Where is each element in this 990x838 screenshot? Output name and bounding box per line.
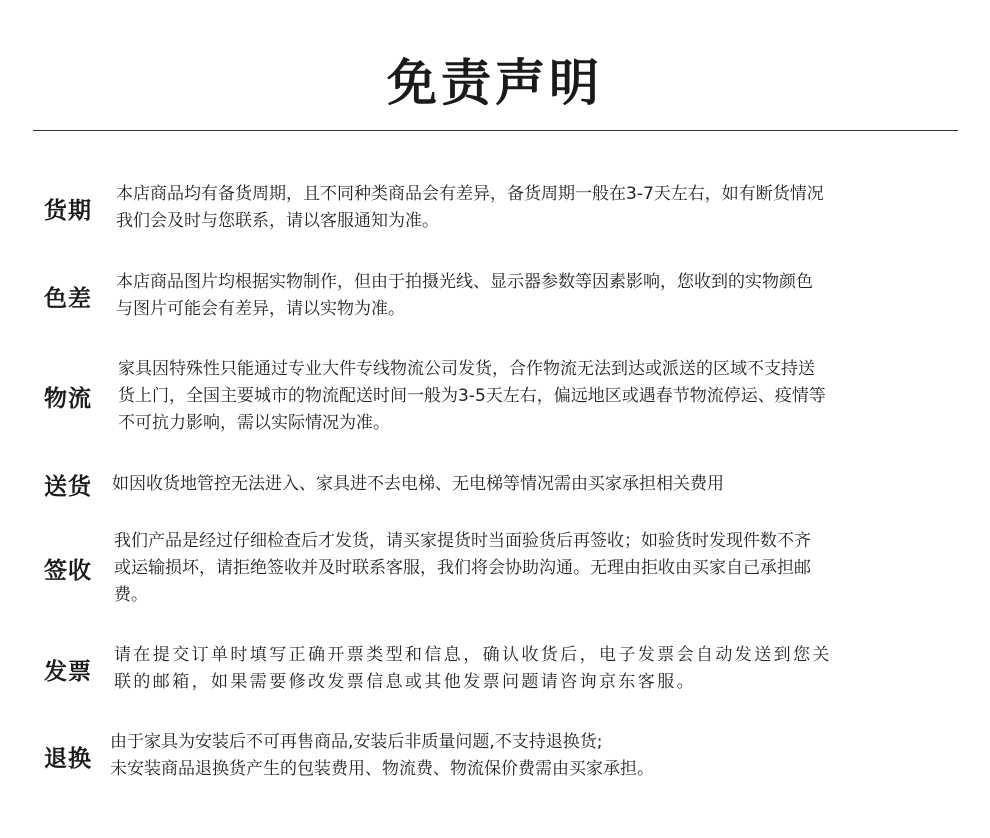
- body-line: 家具因特殊性只能通过专业大件专线物流公司发货，合作物流无法到达或派送的区域不支持送: [118, 359, 815, 379]
- body-line: 如因收货地管控无法进入、家具进不去电梯、无电梯等情况需由买家承担相关费用: [112, 474, 724, 494]
- section-body: [118, 356, 954, 437]
- body-line: 请在提交订单时填写正确开票类型和信息，确认收货后，电子发票会自动发送到您关: [114, 645, 832, 665]
- section-label: 退换: [44, 745, 92, 772]
- body-line: 由于家具为安装后不可再售商品,安装后非质量问题,不支持退换货;: [110, 732, 603, 752]
- section-body: [114, 528, 954, 609]
- body-line: 或运输损坏，请拒绝签收并及时联系客服，我们将会协助沟通。无理由拒收由买家自己承担邮: [114, 558, 811, 578]
- section-invoice: [44, 642, 954, 696]
- section-body: [116, 269, 954, 323]
- body-line: 我们产品是经过仔细检查后才发货，请买家提货时当面验货后再签收；如验货时发现件数不齐: [114, 531, 811, 551]
- body-line: 本店商品均有备货周期，且不同种类商品会有差异，备货周期一般在3-7天左右，如有断货情况: [116, 184, 824, 204]
- section-label: 色差: [44, 285, 92, 312]
- body-line: 与图片可能会有差异，请以实物为准。: [116, 299, 405, 319]
- section-shipping: [44, 468, 954, 501]
- section-color-difference: [44, 269, 954, 323]
- body-line: 联的邮箱，如果需要修改发票信息或其他发票问题请咨询京东客服。: [114, 672, 696, 692]
- section-label: 物流: [44, 386, 92, 412]
- body-line: 未安装商品退换货产生的包装费用、物流费、物流保价费需由买家承担。: [110, 759, 654, 779]
- section-signing: [44, 528, 954, 609]
- body-line: 本店商品图片均根据实物制作，但由于拍摄光线、显示器参数等因素影响，您收到的实物颜色: [116, 272, 813, 292]
- section-return-exchange: [44, 729, 954, 783]
- body-line: 货上门，全国主要城市的物流配送时间一般为3-5天左右，偏远地区或遇春节物流停运、疫情等: [118, 386, 826, 406]
- section-label: 签收: [44, 558, 92, 584]
- title-divider: [33, 130, 958, 131]
- body-line: 费。: [114, 585, 148, 605]
- section-label: 送货: [44, 474, 92, 500]
- section-logistics: [44, 356, 954, 437]
- section-body: [116, 181, 954, 235]
- section-body: [110, 729, 954, 783]
- section-label: 发票: [44, 658, 92, 685]
- section-delivery-period: [44, 181, 954, 235]
- section-body: [112, 471, 954, 498]
- body-line: 不可抗力影响，需以实际情况为准。: [118, 413, 390, 433]
- section-body: [114, 642, 954, 696]
- section-label: 货期: [44, 197, 92, 224]
- body-line: 我们会及时与您联系，请以客服通知为准。: [116, 211, 439, 231]
- page-title: 免责声明: [387, 54, 603, 112]
